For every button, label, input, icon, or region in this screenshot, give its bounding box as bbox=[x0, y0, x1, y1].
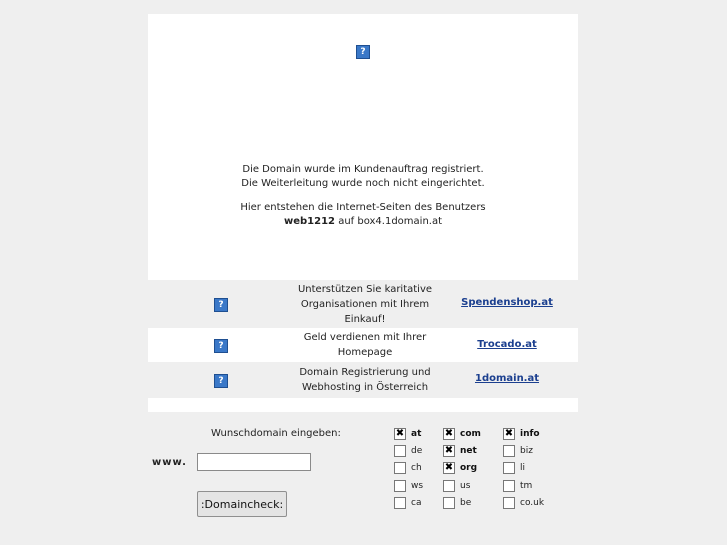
tld-checkbox[interactable] bbox=[503, 480, 515, 492]
tld-checkbox[interactable] bbox=[503, 462, 515, 474]
promo-text-line: Domain Registrierung und bbox=[299, 367, 431, 378]
promo-text-line: Webhosting in Österreich bbox=[301, 382, 429, 393]
tld-checkbox[interactable] bbox=[443, 480, 455, 492]
promo-text bbox=[286, 330, 444, 360]
tld-checkbox[interactable] bbox=[503, 497, 515, 509]
trocado-link[interactable]: Trocado.at bbox=[477, 339, 537, 350]
tld-checkbox[interactable] bbox=[394, 497, 406, 509]
promo-text bbox=[286, 282, 444, 327]
divider-strip bbox=[148, 398, 578, 412]
promo-text-line: Einkauf! bbox=[344, 314, 386, 325]
promo-text-line: Unterstützen Sie karitative bbox=[297, 284, 433, 295]
tld-label: be bbox=[460, 498, 472, 508]
tld-label: ws bbox=[411, 481, 424, 491]
tld-checkbox[interactable]: ✖ bbox=[444, 445, 454, 456]
tld-label: ca bbox=[411, 498, 422, 508]
promo-text-line: Geld verdienen mit Ihrer bbox=[303, 332, 427, 343]
tld-label: org bbox=[460, 463, 478, 473]
tld-checkbox[interactable]: ✖ bbox=[444, 462, 454, 473]
domaincheck-button[interactable]: :Domaincheck: bbox=[197, 491, 287, 517]
domain-input[interactable] bbox=[197, 453, 311, 471]
tld-label: net bbox=[460, 446, 477, 456]
promo-text-line: Organisationen mit Ihrem bbox=[300, 299, 430, 310]
notice-panel bbox=[148, 14, 578, 280]
1domain-link[interactable]: 1domain.at bbox=[474, 373, 540, 384]
tld-checkbox[interactable] bbox=[394, 445, 406, 457]
notice-line-2: Die Weiterleitung wurde noch nicht eingerichtet. bbox=[241, 178, 485, 189]
tld-checkbox[interactable] bbox=[394, 462, 406, 474]
tld-label: com bbox=[460, 429, 481, 439]
tld-label: at bbox=[411, 429, 422, 439]
tld-label: de bbox=[411, 446, 423, 456]
promo-text bbox=[286, 365, 444, 395]
www-prefix: www. bbox=[152, 457, 187, 468]
tld-label: li bbox=[520, 463, 526, 473]
tld-checkbox[interactable]: ✖ bbox=[395, 428, 405, 439]
broken-image-icon: ? bbox=[214, 374, 228, 388]
tld-checkbox[interactable] bbox=[443, 497, 455, 509]
promo-text-line: Homepage bbox=[337, 347, 393, 358]
broken-image-icon: ? bbox=[214, 298, 228, 312]
promo-row-trocado bbox=[148, 328, 578, 362]
spendenshop-link[interactable]: Spendenshop.at bbox=[461, 297, 553, 308]
broken-image-icon: ? bbox=[214, 339, 228, 353]
notice-user-line bbox=[148, 215, 578, 229]
tld-label: tm bbox=[520, 481, 533, 491]
tld-checkbox[interactable] bbox=[503, 445, 515, 457]
tld-checkbox[interactable]: ✖ bbox=[444, 428, 454, 439]
tld-checkbox[interactable] bbox=[394, 480, 406, 492]
promo-row-1domain bbox=[148, 362, 578, 398]
notice-line-1: Die Domain wurde im Kundenauftrag registriert. bbox=[242, 164, 484, 175]
notice-line-3: Hier entstehen die Internet-Seiten des Benutzers bbox=[240, 202, 486, 213]
tld-label: us bbox=[460, 481, 471, 491]
username: web1212 bbox=[283, 216, 335, 227]
promo-row-spendenshop bbox=[148, 280, 578, 328]
host-text: auf box4.1domain.at bbox=[338, 216, 443, 227]
tld-label: ch bbox=[411, 463, 422, 473]
tld-checkbox[interactable]: ✖ bbox=[504, 428, 514, 439]
tld-label: info bbox=[520, 429, 540, 439]
tld-label: biz bbox=[520, 446, 533, 456]
broken-image-icon: ? bbox=[356, 45, 370, 59]
tld-label: co.uk bbox=[520, 498, 545, 508]
domain-label: Wunschdomain eingeben: bbox=[211, 428, 341, 439]
